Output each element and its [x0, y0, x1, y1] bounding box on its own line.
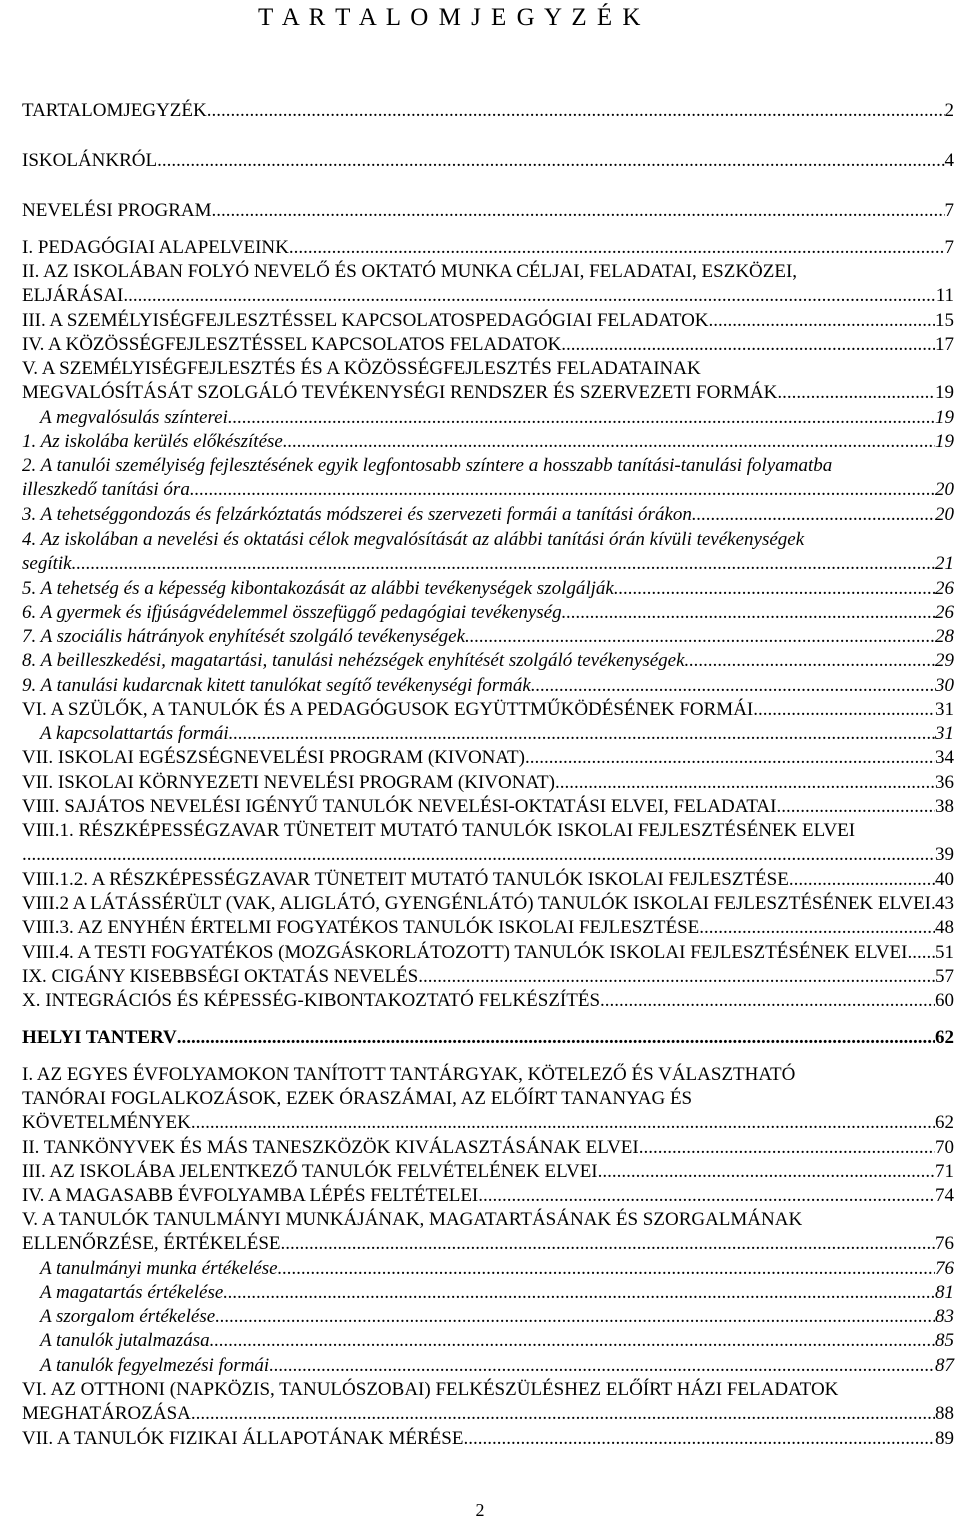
dot-leader — [177, 1026, 935, 1050]
page-title: T A R T A L O M J E G Y Z É K — [258, 4, 643, 31]
toc-entry[interactable] — [40, 722, 954, 746]
toc-entry-title: KÖVETELMÉNYEK — [22, 1112, 191, 1133]
toc-entry-page: 48 — [935, 917, 954, 938]
toc-entry-page: 40 — [935, 869, 954, 890]
toc-entry-title: A tanulmányi munka értékelése — [40, 1258, 278, 1279]
toc-entry-title: VIII.2 A LÁTÁSSÉRÜLT (VAK, ALIGLÁTÓ, GYENGÉNLÁTÓ) TANULÓK ISKOLAI FEJLESZTÉSÉNEK ELVEI — [22, 893, 932, 914]
toc-entry-page: 62 — [935, 1112, 954, 1133]
toc-entry-title: ELLENŐRZÉSE, ÉRTÉKELÉSE — [22, 1233, 281, 1254]
toc-entry[interactable] — [22, 1063, 954, 1135]
toc-entry[interactable] — [22, 503, 954, 527]
toc-entry-page: 43 — [935, 893, 954, 914]
toc-entry-title: 9. A tanulási kudarcnak kitett tanulókat segítő tevékenységi formák — [22, 675, 531, 696]
dot-leader — [228, 406, 935, 430]
toc-entry[interactable] — [22, 454, 954, 502]
toc-entry-page: 26 — [935, 602, 954, 623]
toc-entry-page: 19 — [935, 382, 954, 403]
dot-leader — [709, 309, 935, 333]
toc-entry[interactable] — [22, 795, 954, 819]
toc-entry[interactable] — [22, 528, 954, 576]
toc-entry-title: ISKOLÁNKRÓL — [22, 150, 158, 171]
toc-entry-page: 28 — [935, 626, 954, 647]
toc-entry-title: VI. A SZÜLŐK, A TANULÓK ÉS A PEDAGÓGUSOK EGYÜTTMŰKÖDÉSÉNEK FORMÁI — [22, 699, 754, 720]
dot-leader — [157, 149, 944, 173]
dot-leader — [211, 199, 944, 223]
toc-entry-title: 1. Az iskolába kerülés előkészítése — [22, 431, 283, 452]
toc-entry-line: II. AZ ISKOLÁBAN FOLYÓ NEVELŐ ÉS OKTATÓ MUNKA CÉLJAI, FELADATAI, ESZKÖZEI, — [22, 261, 798, 282]
toc-entry-page: 57 — [935, 966, 954, 987]
dot-leader — [639, 1136, 935, 1160]
toc-entry[interactable] — [22, 333, 954, 357]
toc-entry[interactable] — [40, 1305, 954, 1329]
toc-entry-title: A megvalósulás színterei — [40, 407, 228, 428]
dot-leader — [72, 552, 935, 576]
toc-entry-page: 87 — [935, 1355, 954, 1376]
toc-entry-page: 20 — [935, 504, 954, 525]
dot-leader — [22, 843, 935, 867]
toc-entry-title: IX. CIGÁNY KISEBBSÉGI OKTATÁS NEVELÉS — [22, 966, 419, 987]
toc-entry-title: A tanulók fegyelmezési formái — [40, 1355, 270, 1376]
toc-entry-title: HELYI TANTERV — [22, 1027, 177, 1048]
toc-entry[interactable] — [22, 746, 954, 770]
toc-entry-title: segítik — [22, 553, 72, 574]
toc-entry[interactable] — [22, 236, 954, 260]
dot-leader — [223, 1281, 935, 1305]
toc-entry-line: VI. AZ OTTHONI (NAPKÖZIS, TANULÓSZOBAI) FELKÉSZÜLÉSHEZ ELŐÍRT HÁZI FELADATOK — [22, 1379, 839, 1400]
toc-entry-page: 89 — [935, 1428, 954, 1449]
toc-entry[interactable] — [22, 357, 954, 405]
toc-entry[interactable] — [22, 868, 954, 892]
toc-entry-page: 71 — [935, 1161, 954, 1182]
toc-entry-page: 30 — [935, 675, 954, 696]
toc-entry[interactable] — [22, 1427, 954, 1451]
toc-entry-title: VII. A TANULÓK FIZIKAI ÁLLAPOTÁNAK MÉRÉSE — [22, 1428, 464, 1449]
toc-entry-title: I. PEDAGÓGIAI ALAPELVEINK — [22, 237, 289, 258]
toc-entry-page: 76 — [935, 1258, 954, 1279]
toc-entry-page: 19 — [935, 407, 954, 428]
toc-entry-title: IV. A KÖZÖSSÉGFEJLESZTÉSSEL KAPCSOLATOS FELADATOK — [22, 334, 562, 355]
toc-entry-title: VIII.3. AZ ENYHÉN ÉRTELMI FOGYATÉKOS TANULÓK ISKOLAI FEJLESZTÉSE — [22, 917, 700, 938]
dot-leader — [229, 722, 935, 746]
toc-entry[interactable] — [22, 771, 954, 795]
toc-entry[interactable] — [40, 1329, 954, 1353]
dot-leader — [191, 1111, 935, 1135]
toc-entry-title: III. A SZEMÉLYISÉGFEJLESZTÉSSEL KAPCSOLATOSPEDAGÓGIAI FELADATOK — [22, 310, 709, 331]
dot-leader — [789, 868, 935, 892]
toc-entry[interactable] — [22, 941, 954, 965]
toc-entry-title: VIII.1.2. A RÉSZKÉPESSÉGZAVAR TÜNETEIT MUTATÓ TANULÓK ISKOLAI FEJLESZTÉSE — [22, 869, 789, 890]
toc-entry-title: illeszkedő tanítási óra — [22, 479, 190, 500]
dot-leader — [776, 795, 935, 819]
toc-entry-title: VII. ISKOLAI KÖRNYEZETI NEVELÉSI PROGRAM (KIVONAT) — [22, 772, 555, 793]
toc-entry-page: 88 — [935, 1403, 954, 1424]
dot-leader — [463, 1427, 935, 1451]
toc-entry-title: MEGHATÁROZÁSA — [22, 1403, 191, 1424]
toc-entry-page: 19 — [935, 431, 954, 452]
dot-leader — [418, 965, 935, 989]
toc-entry[interactable] — [22, 99, 954, 123]
dot-leader — [465, 625, 935, 649]
toc-entry-page: 76 — [935, 1233, 954, 1254]
toc-entry-title: VII. ISKOLAI EGÉSZSÉGNEVELÉSI PROGRAM (KIVONAT) — [22, 747, 525, 768]
toc-entry-title: II. TANKÖNYVEK ÉS MÁS TANESZKÖZÖK KIVÁLASZTÁSÁNAK ELVEI — [22, 1137, 639, 1158]
toc-entry-line: V. A TANULÓK TANULMÁNYI MUNKÁJÁNAK, MAGATARTÁSÁNAK ÉS SZORGALMÁNAK — [22, 1209, 803, 1230]
toc-entry[interactable] — [22, 601, 954, 625]
toc-entry-title: A kapcsolattartás formái — [40, 723, 229, 744]
toc-entry-title: A szorgalom értékelése — [40, 1306, 216, 1327]
toc-entry-title: MEGVALÓSÍTÁSÁT SZOLGÁLÓ TEVÉKENYSÉGI RENDSZER ÉS SZERVEZETI FORMÁK — [22, 382, 778, 403]
dot-leader — [907, 941, 935, 965]
dot-leader — [777, 381, 935, 405]
toc-entry-page: 81 — [935, 1282, 954, 1303]
dot-leader — [598, 1160, 935, 1184]
toc-entry-title: III. AZ ISKOLÁBA JELENTKEZŐ TANULÓK FELVÉTELÉNEK ELVEI — [22, 1161, 598, 1182]
dot-leader — [699, 916, 935, 940]
toc-entry-page: 21 — [935, 553, 954, 574]
toc-entry-title: TARTALOMJEGYZÉK — [22, 100, 207, 121]
toc-entry-page: 15 — [935, 310, 954, 331]
dot-leader — [278, 1257, 935, 1281]
toc-entry-page: 7 — [944, 237, 954, 258]
toc-entry-page: 2 — [944, 100, 954, 121]
toc-entry-page: 85 — [935, 1330, 954, 1351]
toc-entry-title: 5. A tehetség és a képesség kibontakozását az alábbi tevékenységek szolgálják — [22, 578, 614, 599]
toc-entry-page: 62 — [935, 1027, 954, 1048]
toc-entry-title: NEVELÉSI PROGRAM — [22, 200, 212, 221]
dot-leader — [191, 1402, 935, 1426]
toc-entry-title: A tanulók jutalmazása — [40, 1330, 210, 1351]
toc-entry-title: 6. A gyermek és ifjúságvédelemmel összefüggő pedagógiai tevékenység — [22, 602, 562, 623]
toc-entry-page: 11 — [935, 285, 954, 306]
toc-entry-page: 34 — [935, 747, 954, 768]
toc-entry-page: 29 — [935, 650, 954, 671]
dot-leader — [525, 746, 935, 770]
dot-leader — [600, 989, 935, 1013]
toc-entry-page: 60 — [935, 990, 954, 1011]
toc-entry-page: 4 — [944, 150, 954, 171]
toc-entry[interactable] — [22, 698, 954, 722]
toc-entry-page: 17 — [935, 334, 954, 355]
toc-entry[interactable] — [22, 819, 954, 867]
toc-entry[interactable] — [22, 149, 954, 173]
dot-leader — [531, 674, 935, 698]
toc-entry[interactable] — [40, 1281, 954, 1305]
toc-entry-title: 3. A tehetséggondozás és felzárkóztatás módszerei és szervezeti formái a tanítási órákon — [22, 504, 692, 525]
dot-leader — [614, 577, 935, 601]
toc-entry-title: ELJÁRÁSAI — [22, 285, 124, 306]
toc-entry[interactable] — [40, 1354, 954, 1378]
toc-entry[interactable] — [40, 406, 954, 430]
toc-entry-page: 39 — [935, 844, 954, 865]
dot-leader — [478, 1184, 935, 1208]
toc-entry-title: 7. A szociális hátrányok enyhítését szolgáló tevékenységek — [22, 626, 466, 647]
toc-entry-title: X. INTEGRÁCIÓS ÉS KÉPESSÉG-KIBONTAKOZTATÓ FELKÉSZÍTÉS — [22, 990, 601, 1011]
dot-leader — [207, 99, 945, 123]
toc-entry[interactable] — [22, 965, 954, 989]
toc-entry[interactable] — [22, 1208, 954, 1256]
toc-entry-page: 31 — [935, 699, 954, 720]
toc-entry-title: 8. A beilleszkedési, magatartási, tanulási nehézségek enyhítését szolgáló tevékenységek — [22, 650, 685, 671]
dot-leader — [561, 333, 935, 357]
dot-leader — [562, 601, 935, 625]
toc-entry[interactable] — [40, 1257, 954, 1281]
toc-entry[interactable] — [22, 1378, 954, 1426]
toc-entry-page: 83 — [935, 1306, 954, 1327]
toc-entry-line: 4. Az iskolában a nevelési és oktatási célok megvalósítását az alábbi tanítási órán kívüli tevékenységek — [22, 529, 805, 550]
toc-entry-page: 20 — [935, 479, 954, 500]
toc-entry-title: VIII. SAJÁTOS NEVELÉSI IGÉNYŰ TANULÓK NEVELÉSI-OKTATÁSI ELVEI, FELADATAI — [22, 796, 777, 817]
toc-entry-line: 2. A tanulói személyiség fejlesztésének egyik legfontosabb színtere a hosszabb tanítási-tanulási folyamatba — [22, 455, 833, 476]
dot-leader — [289, 236, 945, 260]
toc-entry-page: 70 — [935, 1137, 954, 1158]
dot-leader — [190, 478, 935, 502]
toc-entry[interactable] — [22, 577, 954, 601]
toc-entry[interactable] — [22, 260, 954, 308]
dot-leader — [281, 1232, 936, 1256]
toc-entry-page: 36 — [935, 772, 954, 793]
toc-entry[interactable] — [22, 674, 954, 698]
dot-leader — [210, 1329, 935, 1353]
toc-entry[interactable] — [22, 1136, 954, 1160]
dot-leader — [555, 771, 935, 795]
toc-entry[interactable] — [22, 1026, 954, 1050]
dot-leader — [692, 503, 935, 527]
dot-leader — [123, 284, 935, 308]
toc-entry[interactable] — [22, 989, 954, 1013]
toc-entry[interactable] — [22, 892, 954, 916]
toc-entry[interactable] — [22, 430, 954, 454]
toc-entry[interactable] — [22, 916, 954, 940]
toc-entry-title: IV. A MAGASABB ÉVFOLYAMBA LÉPÉS FELTÉTELEI — [22, 1185, 479, 1206]
dot-leader — [753, 698, 935, 722]
toc-entry-title: VIII.4. A TESTI FOGYATÉKOS (MOZGÁSKORLÁTOZOTT) TANULÓK ISKOLAI FEJLESZTÉSÉNEK ELVEI — [22, 942, 908, 963]
toc-entry-line: I. AZ EGYES ÉVFOLYAMOKON TANÍTOTT TANTÁRGYAK, KÖTELEZŐ ÉS VÁLASZTHATÓ — [22, 1064, 796, 1085]
toc-entry[interactable] — [22, 199, 954, 223]
toc-entry-page: 31 — [935, 723, 954, 744]
toc-entry[interactable] — [22, 1184, 954, 1208]
dot-leader — [283, 430, 935, 454]
toc-entry[interactable] — [22, 309, 954, 333]
toc-entry-title: A magatartás értékelése — [40, 1282, 224, 1303]
dot-leader — [215, 1305, 935, 1329]
toc-entry[interactable] — [22, 649, 954, 673]
toc-entry-line: VIII.1. RÉSZKÉPESSÉGZAVAR TÜNETEIT MUTATÓ TANULÓK ISKOLAI FEJLESZTÉSÉNEK ELVEI — [22, 820, 856, 841]
toc-entry-page: 74 — [935, 1185, 954, 1206]
toc-entry-page: 26 — [935, 578, 954, 599]
toc-entry-page: 51 — [935, 942, 954, 963]
toc-entry[interactable] — [22, 625, 954, 649]
toc-entry-line: V. A SZEMÉLYISÉGFEJLESZTÉS ÉS A KÖZÖSSÉGFEJLESZTÉS FELADATAINAK — [22, 358, 701, 379]
dot-leader — [269, 1354, 935, 1378]
toc-entry[interactable] — [22, 1160, 954, 1184]
toc-entry-line: TANÓRAI FOGLALKOZÁSOK, EZEK ÓRASZÁMAI, AZ ELŐÍRT TANANYAG ÉS — [22, 1088, 693, 1109]
toc-entry-page: 7 — [944, 200, 954, 221]
dot-leader — [685, 649, 935, 673]
toc-entry-page: 38 — [935, 796, 954, 817]
page-number: 2 — [475, 1500, 485, 1520]
